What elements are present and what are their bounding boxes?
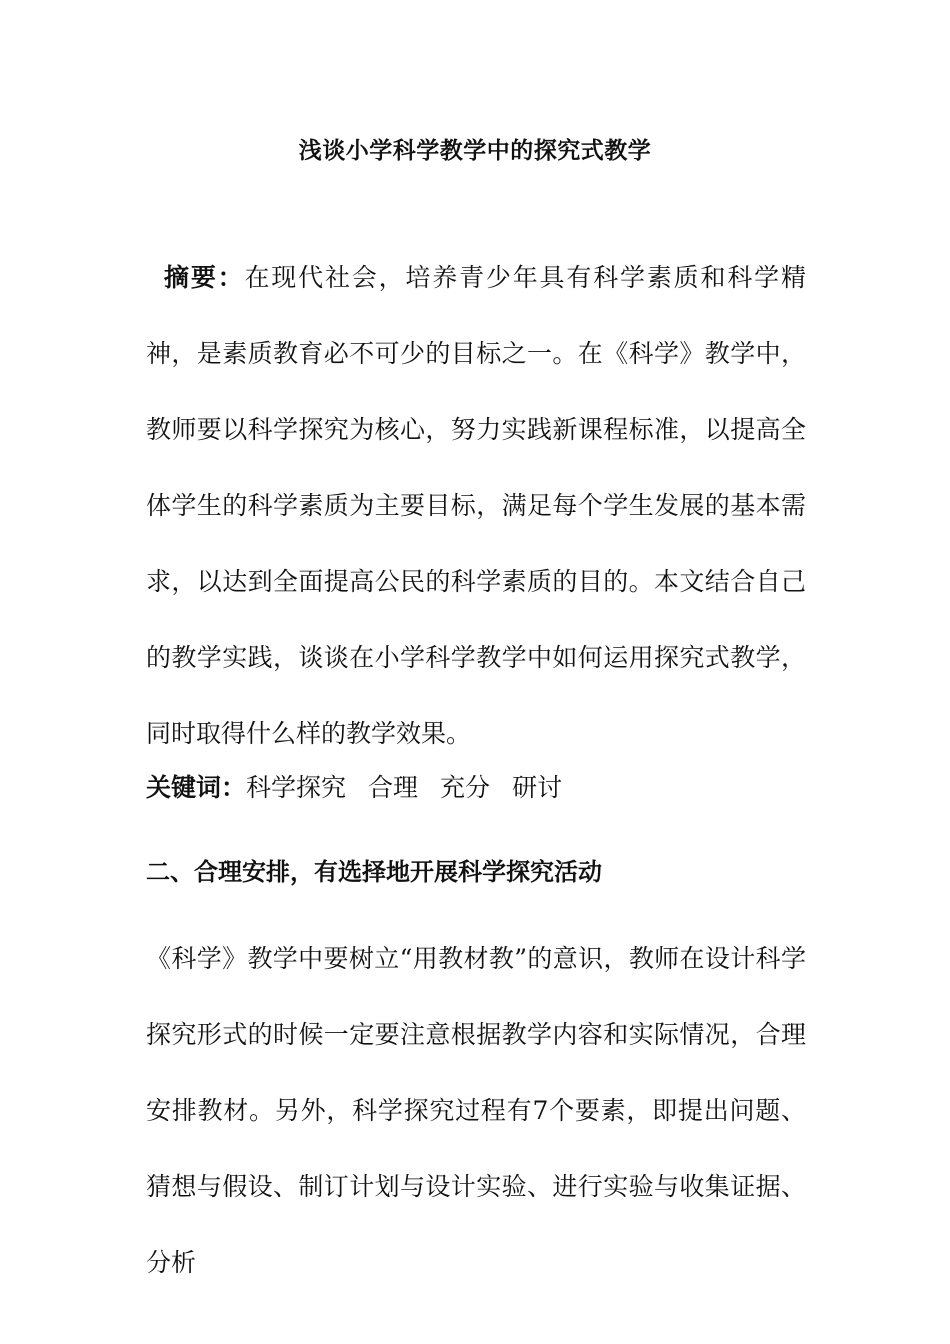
keywords-label: 关键词： [146, 773, 247, 802]
section-paragraph: 《科学》教学中要树立“用教材教”的意识，教师在设计科学探究形式的时候一定要注意根据教学内容和实际情况，合理安排教材。另外，科学探究过程有7个要素，即提出问题、猜想与假设、制订计划与设计实验、进行实验与收集证据、分析 [146, 944, 806, 1277]
section-heading: 二、合理安排，有选择地开展科学探究活动 [146, 857, 602, 886]
document-title: 浅谈小学科学教学中的探究式教学 [298, 137, 652, 164]
abstract-text: 在现代社会，培养青少年具有科学素质和科学精神，是素质教育必不可少的目标之一。在《科学》教学中，教师要以科学探究为核心，努力实践新课程标准，以提高全体学生的科学素质为主要目标，满足每个学生发展的基本需求，以达到全面提高公民的科学素质的目的。本文结合自己的教学实践，谈谈在小学科学教学中如何运用探究式教学，同时取得什么样的教学效果。 [146, 263, 806, 748]
keyword-item: 充分 [440, 773, 491, 802]
abstract-label: 摘要： [164, 263, 245, 292]
keywords-line [146, 768, 584, 808]
keyword-item: 研讨 [512, 773, 563, 802]
abstract-paragraph [146, 240, 806, 772]
keyword-item: 科学探究 [246, 773, 347, 802]
keyword-item: 合理 [368, 773, 419, 802]
